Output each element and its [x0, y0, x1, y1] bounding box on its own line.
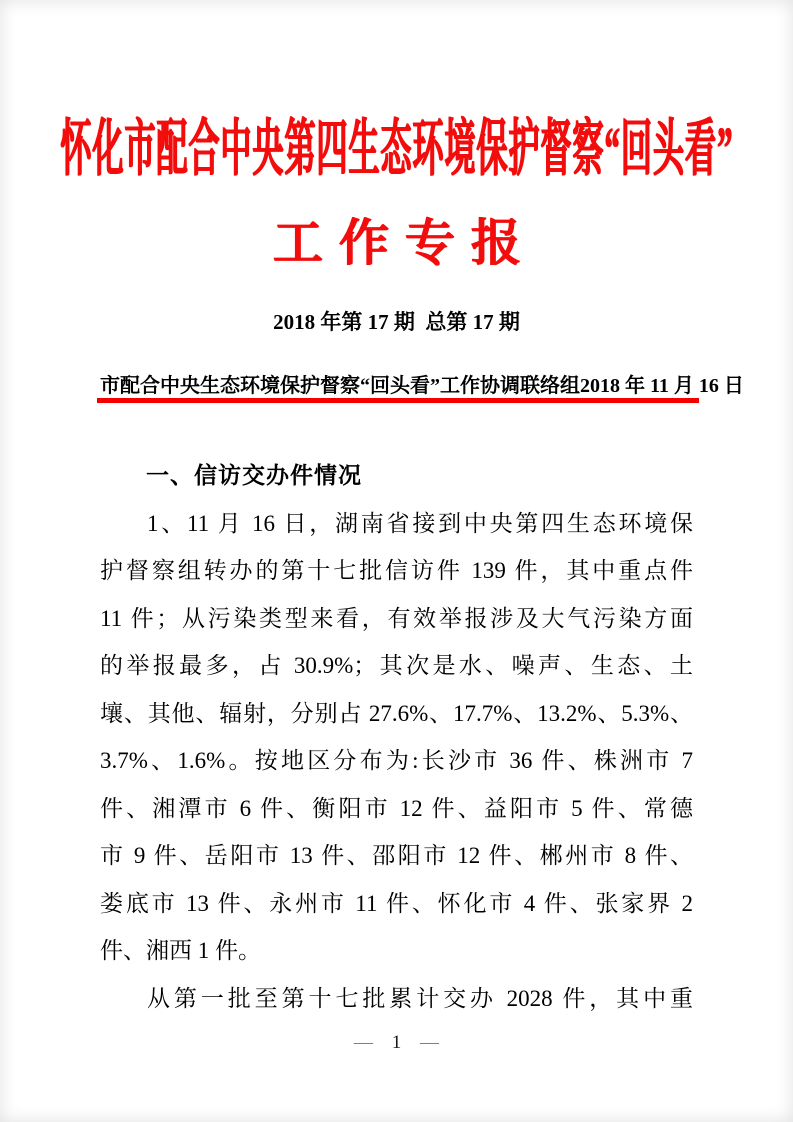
- document-title-line2: [0, 203, 793, 275]
- paragraph1-line: 娄底市 13 件、永州市 11 件、怀化市 4 件、张家界 2: [100, 890, 693, 916]
- paragraph1-line: 护督察组转办的第十七批信访件 139 件，其中重点件: [100, 558, 693, 583]
- paragraph1-line: 3.7%、1.6%。按地区分布为:长沙市 36 件、株洲市 7: [100, 748, 693, 773]
- paragraph1-line: 件、湘潭市 6 件、衡阳市 12 件、益阳市 5 件、常德: [100, 795, 693, 821]
- footer-dash-right: —: [420, 1032, 439, 1053]
- paragraph1-line: 的举报最多，占 30.9%；其次是水、噪声、生态、土: [100, 653, 693, 678]
- document-title-line2-text: 工作专报: [272, 215, 537, 271]
- paragraph1-line: 市 9 件、岳阳市 13 件、邵阳市 12 件、郴州市 8 件、: [100, 843, 693, 868]
- section-heading: 一、信访交办件情况: [146, 462, 362, 488]
- footer-dash-left: —: [354, 1032, 373, 1053]
- issuer-name: 市配合中央生态环境保护督察“回头看”工作协调联络组: [100, 375, 580, 397]
- document-body: [100, 452, 693, 1022]
- issue-date: 2018 年 11 月 16 日: [580, 375, 744, 397]
- paragraph1-line: 件、湘西 1 件。: [100, 938, 261, 963]
- paragraph1-line: 11 件；从污染类型来看，有效举报涉及大气污染方面: [100, 605, 693, 631]
- document-title-line1: [0, 96, 793, 188]
- document-title-line1-text: 怀化市配合中央第四生态环境保护督察“回头看”: [60, 113, 733, 183]
- paragraph2-line: 从第一批至第十七批累计交办 2028 件，其中重: [147, 985, 693, 1011]
- issue-info: 2018 年第 17 期 总第 17 期: [273, 310, 520, 334]
- red-divider-rule: [97, 398, 699, 403]
- page-number: 1: [391, 1032, 402, 1053]
- issuer-row: [100, 369, 744, 398]
- paragraph1-line: 壤、其他、辐射，分别占 27.6%、17.7%、13.2%、5.3%、: [100, 700, 693, 726]
- page-footer: [0, 1032, 793, 1054]
- paragraph1-line: 1、11 月 16 日，湖南省接到中央第四生态环境保: [147, 510, 693, 536]
